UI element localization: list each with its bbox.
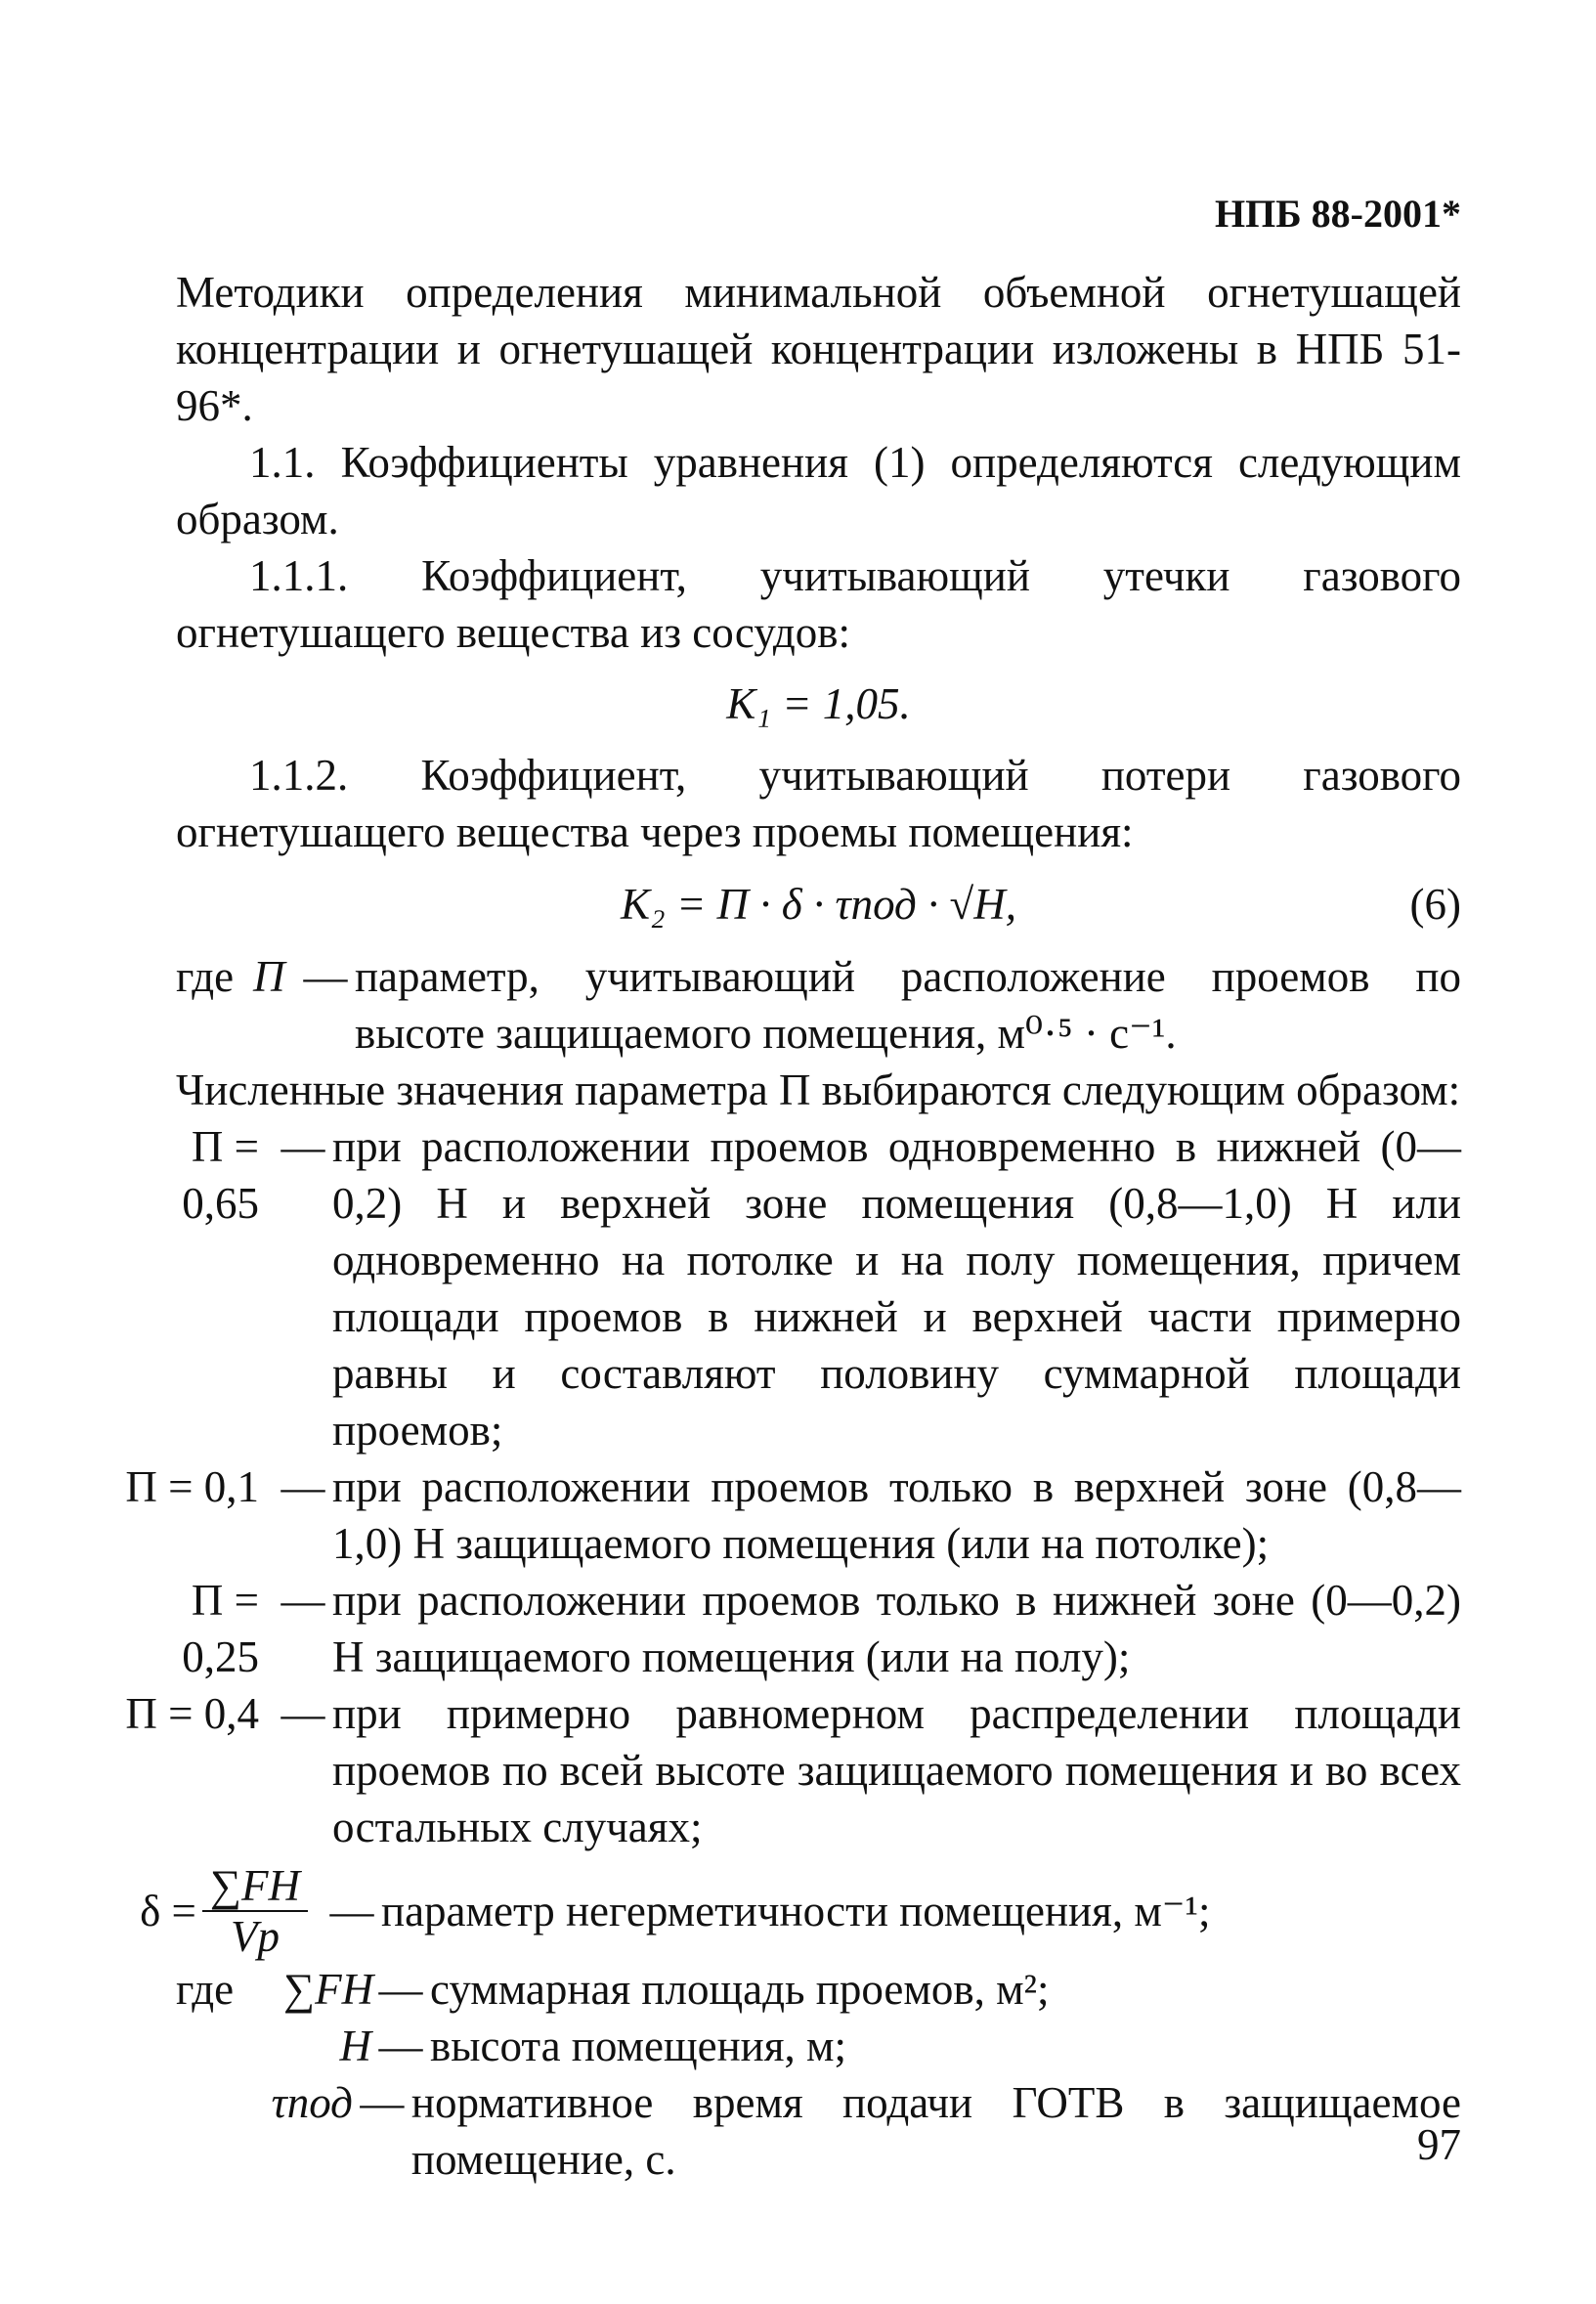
dash: — bbox=[280, 1122, 325, 1171]
p-value-label: П = 0,1 bbox=[125, 1462, 259, 1511]
delta-description: параметр негерметичности помещения, м⁻¹; bbox=[381, 1887, 1211, 1935]
document-header: НПБ 88-2001* bbox=[1215, 192, 1461, 236]
delta-definition bbox=[140, 1861, 1461, 1961]
formula-k1 bbox=[176, 661, 1461, 747]
where-definition-p bbox=[176, 948, 1461, 1062]
paragraph-coefficients: 1.1. Коэффициенты уравнения (1) определяются следующим образом. bbox=[176, 438, 1461, 543]
p-value-description: при расположении проемов одновременно в нижней (0—0,2) Н и верхней зоне помещения (0,8—1,0) Н или одновременно на потолке и на полу помещения, причем площади проемов в нижней и верхней части примерно равны и составляют половину суммарной площади проемов; bbox=[332, 1122, 1461, 1455]
symbol-definition bbox=[176, 1961, 1461, 2018]
paragraph-k2-intro: 1.1.2. Коэффициент, учитывающий потери газового огнетушащего вещества через проемы помещения: bbox=[176, 751, 1461, 856]
dash: — bbox=[329, 1887, 374, 1935]
symbol-description: суммарная площадь проемов, м²; bbox=[430, 1965, 1050, 2014]
delta-formula bbox=[112, 1861, 323, 1961]
formula-number: (6) bbox=[1409, 880, 1461, 929]
p-value-description: при расположении проемов только в нижней зоне (0—0,2) Н защищаемого помещения (или на полу); bbox=[332, 1576, 1461, 1681]
document-body bbox=[125, 264, 1461, 2188]
p-value-description: при расположении проемов только в верхней зоне (0,8—1,0) Н защищаемого помещения (или на потолке); bbox=[332, 1462, 1461, 1568]
symbol-description: высота помещения, м; bbox=[430, 2021, 846, 2070]
p-value-item bbox=[125, 1458, 1461, 1572]
delta-denominator: Vр bbox=[230, 1912, 280, 1961]
where-label: где bbox=[176, 1965, 235, 2014]
p-values-list bbox=[125, 1118, 1461, 1855]
symbol-definition bbox=[176, 2018, 1461, 2074]
formula-k2-text: K₂ = П · δ · τпод · √H, bbox=[621, 880, 1016, 929]
symbol: ∑FН bbox=[283, 1965, 374, 2014]
dash: — bbox=[280, 1689, 325, 1738]
symbol: Н bbox=[339, 2021, 371, 2070]
p-value-description: при примерно равномерном распределении площади проемов по всей высоте защищаемого помещения и во всех остальных случаях; bbox=[332, 1689, 1461, 1851]
page-number: 97 bbox=[1417, 2120, 1461, 2169]
paragraph-p-values: Численные значения параметра П выбираются следующим образом: bbox=[176, 1065, 1461, 1114]
formula-k2 bbox=[176, 860, 1461, 948]
delta-fraction bbox=[202, 1861, 308, 1961]
paragraph-k1-intro: 1.1.1. Коэффициент, учитывающий утечки газового огнетушащего вещества из сосудов: bbox=[176, 551, 1461, 657]
p-value-item bbox=[176, 1118, 1461, 1458]
dash: — bbox=[378, 2021, 423, 2070]
dash: — bbox=[280, 1576, 325, 1625]
symbol-description: нормативное время подачи ГОТВ в защищаемое помещение, с. bbox=[410, 2078, 1461, 2184]
where-symbol: П bbox=[253, 952, 285, 1001]
delta-numerator: ∑FН bbox=[202, 1861, 308, 1912]
p-value-label: П = 0,65 bbox=[182, 1122, 259, 1228]
p-value-item bbox=[176, 1572, 1461, 1685]
delta-lhs: δ = bbox=[140, 1887, 196, 1935]
dash: — bbox=[280, 1462, 325, 1511]
p-value-label: П = 0,25 bbox=[182, 1576, 259, 1681]
dash: — bbox=[378, 1965, 423, 2014]
paragraph-methods: Методики определения минимальной объемной огнетушащей концентрации и огнетушащей концентрации изложены в НПБ 51-96*. bbox=[176, 268, 1461, 430]
symbol: τпод bbox=[271, 2078, 353, 2127]
p-value-item bbox=[125, 1685, 1461, 1855]
where-description: параметр, учитывающий расположение проемов по высоте защищаемого помещения, м⁰·⁵ · с⁻¹. bbox=[354, 952, 1461, 1058]
where-label: где bbox=[176, 952, 235, 1001]
p-value-label: П = 0,4 bbox=[125, 1689, 259, 1738]
dash: — bbox=[360, 2078, 405, 2127]
formula-k1-text: K₁ = 1,05. bbox=[726, 679, 911, 728]
dash: — bbox=[303, 952, 348, 1001]
